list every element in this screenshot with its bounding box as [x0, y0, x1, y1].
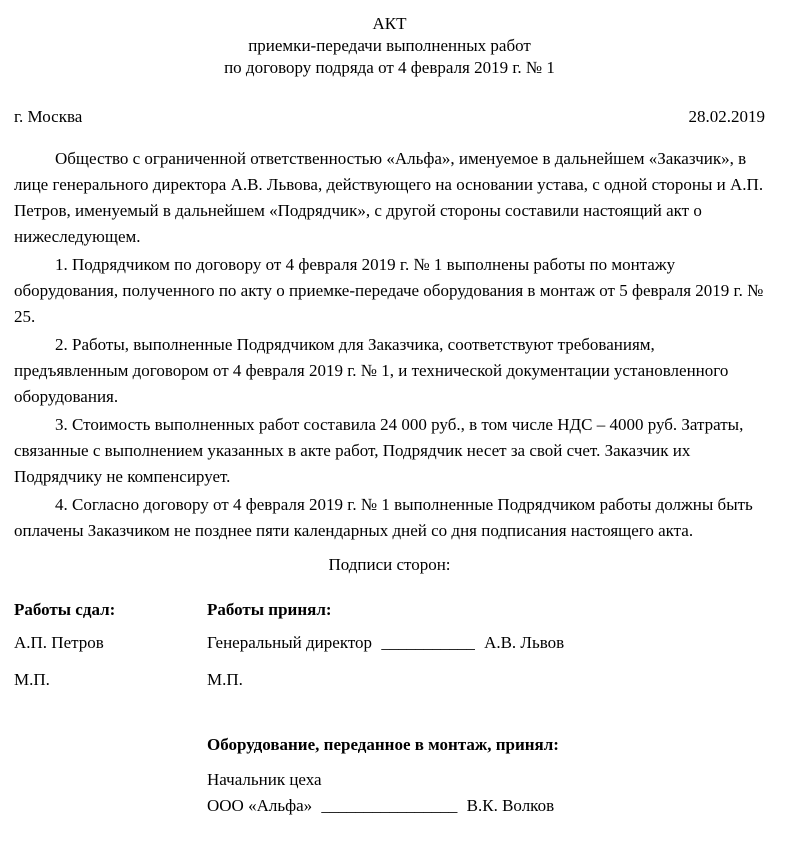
signature-seals-row — [14, 667, 765, 693]
title-line-subtitle: приемки-передачи выполненных работ — [248, 36, 531, 55]
signatures-heading: Подписи сторон: — [328, 555, 451, 574]
shop-manager-role: Начальник цеха — [207, 770, 322, 789]
signature-labels-row — [14, 597, 765, 623]
document-date: 28.02.2019 — [688, 107, 765, 126]
paragraph-4: 4. Согласно договору от 4 февраля 2019 г. № 1 выполненные Подрядчиком работы должны быть оплачены Заказчиком не позднее пяти календарных дней со дня подписания настоящего акта. — [14, 495, 753, 540]
customer-role: Генеральный директор — [207, 633, 373, 652]
shop-manager-name: В.К. Волков — [466, 796, 555, 815]
contractor-seal-mark: М.П. — [14, 670, 50, 689]
works-accepted-label: Работы принял: — [207, 600, 332, 619]
paragraph-1: 1. Подрядчиком по договору от 4 февраля 2019 г. № 1 выполнены работы по монтажу оборудования, полученного по акту о приемке-передаче оборудования в монтаж от 5 февраля 2019 г. № 25. — [14, 255, 764, 326]
contractor-name: А.П. Петров — [14, 633, 104, 652]
equipment-acceptance-block — [207, 732, 765, 819]
document-title — [14, 13, 765, 79]
paragraph-2: 2. Работы, выполненные Подрядчиком для Заказчика, соответствуют требованиям, предъявленным договором от 4 февраля 2019 г. № 1, и технической документации установленного оборудования. — [14, 335, 729, 406]
title-line-act: АКТ — [372, 14, 407, 33]
equipment-acceptance-heading: Оборудование, переданное в монтаж, принял: — [207, 735, 559, 754]
shop-manager-signature-blank: ________________ — [321, 796, 458, 815]
signature-names-row — [14, 630, 765, 656]
customer-signature-blank: ___________ — [381, 633, 475, 652]
city-date-row — [14, 104, 765, 130]
customer-name: А.В. Львов — [484, 633, 565, 652]
shop-manager-signature-line — [207, 793, 765, 819]
title-line-contract: по договору подряда от 4 февраля 2019 г. № 1 — [224, 58, 555, 77]
customer-seal-mark: М.П. — [207, 670, 243, 689]
paragraph-preamble: Общество с ограниченной ответственностью «Альфа», именуемое в дальнейшем «Заказчик», в лице генерального директора А.В. Львова, действующего на основании устава, с одной стороны и А.П. Петров, именуемый в дальнейшем «Подрядчик», с другой стороны составили настоящий акт о нижеследующем. — [14, 149, 764, 246]
customer-signature-line — [207, 630, 765, 656]
company-name: ООО «Альфа» — [207, 796, 313, 815]
city-label: г. Москва — [14, 107, 83, 126]
paragraph-3: 3. Стоимость выполненных работ составила 24 000 руб., в том числе НДС – 4000 руб. Затраты, связанные с выполнением указанных в акте работ, Подрядчик несет за свой счет. Заказчик их Подрядчику не компенсирует. — [14, 415, 744, 486]
works-handed-over-label: Работы сдал: — [14, 600, 116, 619]
